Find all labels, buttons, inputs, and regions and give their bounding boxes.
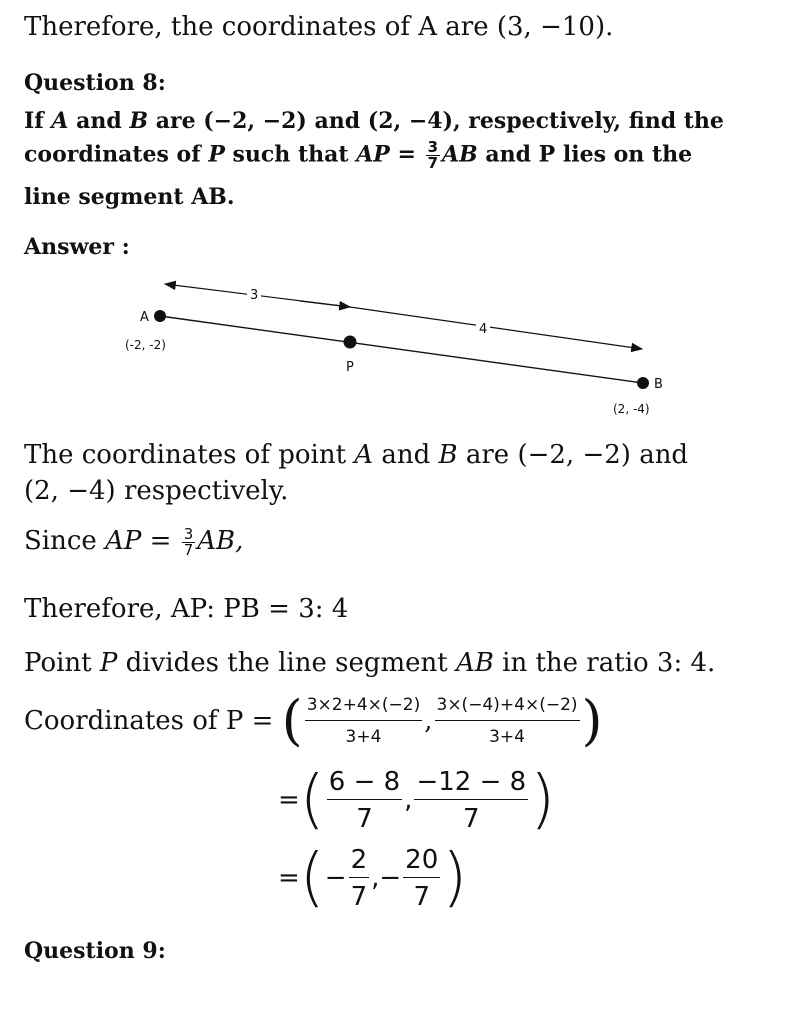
solution-line-4: Therefore, AP: PB = 3: 4 (24, 594, 349, 624)
solution-line-1: The coordinates of point A and B are (−2, −2) and (24, 440, 689, 470)
fraction-3-7-b: $\frac{3}{7}$ (183, 524, 194, 559)
point-a (154, 310, 166, 322)
point-p (344, 336, 357, 349)
arrow-pb (350, 307, 642, 349)
segment-label-3: 3 (250, 288, 259, 303)
question-8-line-2: coordinates of P such that AP = $\frac{3}{7}$ AB and P lies on the (24, 138, 693, 172)
question-8-line-3: line segment AB. (24, 184, 235, 210)
intro-line: Therefore, the coordinates of A are (3, −10). (24, 12, 614, 42)
solution-line-5: Point P divides the line segment AB in the ratio 3: 4. (24, 648, 716, 678)
solution-line-3: Since AP = $\frac{3}{7}$ AB, (24, 524, 244, 559)
coord-a: (-2, -2) (125, 338, 166, 352)
label-a: A (140, 310, 149, 325)
fraction-minus-12-minus-8: $\frac{-12 - 8}{7}$ (416, 766, 527, 834)
arrow-ap-right (300, 301, 350, 307)
question-8-heading: Question 8: (24, 70, 166, 96)
simplified-step-2: =(− $\frac{2}{7}$ ,− $\frac{20}{7}$ ) (278, 841, 468, 915)
solution-line-2: (2, −4) respectively. (24, 476, 289, 506)
label-b: B (654, 377, 663, 392)
point-b (637, 377, 649, 389)
fraction-x-formula: $\frac{3\times 2+4\times(-2)}{3+4}$ (306, 694, 421, 747)
coord-b: (2, -4) (613, 402, 650, 416)
question-8-line-1: If A and B are (−2, −2) and (2, −4), respectively, find the (24, 108, 724, 134)
fraction-2-7: $\frac{2}{7}$ (350, 844, 368, 912)
fraction-20-7: $\frac{20}{7}$ (405, 844, 439, 912)
question-9-heading: Question 9: (24, 938, 166, 964)
segment-label-4: 4 (479, 322, 488, 337)
fraction-y-formula: $\frac{3\times(-4)+4\times(-2)}{3+4}$ (436, 694, 578, 747)
segment-ab (160, 316, 643, 383)
answer-heading: Answer : (24, 234, 130, 260)
fraction-6-minus-8: $\frac{6 - 8}{7}$ (328, 766, 401, 834)
simplified-step-1: =( $\frac{6 - 8}{7}$ , $\frac{-12 - 8}{7}$ ) (278, 763, 556, 837)
fraction-3-7: $\frac{3}{7}$ (427, 138, 439, 172)
coordinates-formula: Coordinates of P = ( $\frac{3\times 2+4\times(-2)}{3+4}$ , $\frac{3\times(-4)+4\times(-2)}{3+4}$ ) (24, 689, 603, 752)
line-segment-figure (110, 270, 680, 430)
label-p: P (346, 360, 354, 375)
